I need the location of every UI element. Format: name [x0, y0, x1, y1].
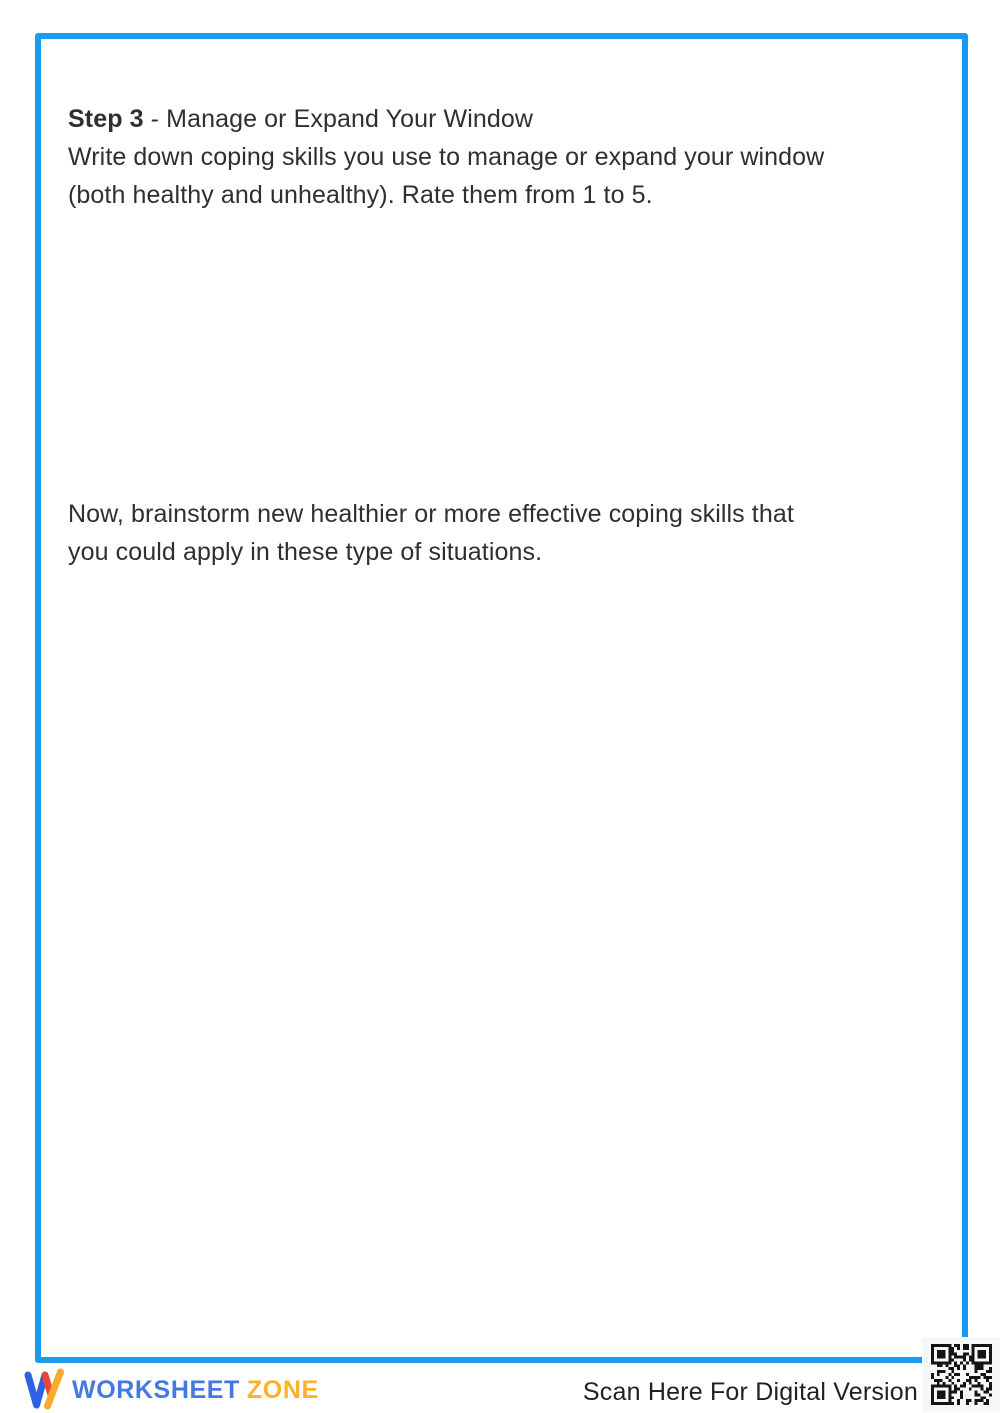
logo-text	[72, 1376, 319, 1405]
step3-instruction-line: (both healthy and unhealthy). Rate them from 1 to 5.	[68, 181, 653, 209]
w-logo-icon	[24, 1368, 64, 1412]
step3-instruction-line: Write down coping skills you use to manage or expand your window	[68, 143, 825, 171]
scan-here-label: Scan Here For Digital Version	[582, 1378, 918, 1406]
step3-heading	[68, 100, 824, 138]
brainstorm-section	[68, 495, 794, 571]
step3-heading-number: Step 3	[68, 105, 144, 133]
qr-code	[922, 1337, 1000, 1412]
worksheet-border	[35, 33, 968, 1363]
worksheetzone-logo	[24, 1368, 319, 1412]
logo-word-worksheet: WORKSHEET	[72, 1375, 240, 1404]
brainstorm-line: you could apply in these type of situations.	[68, 538, 543, 566]
step3-heading-title: - Manage or Expand Your Window	[143, 105, 534, 133]
step3-section	[68, 100, 824, 214]
logo-word-zone: ZONE	[246, 1375, 319, 1404]
brainstorm-line: Now, brainstorm new healthier or more effective coping skills that	[68, 500, 794, 528]
